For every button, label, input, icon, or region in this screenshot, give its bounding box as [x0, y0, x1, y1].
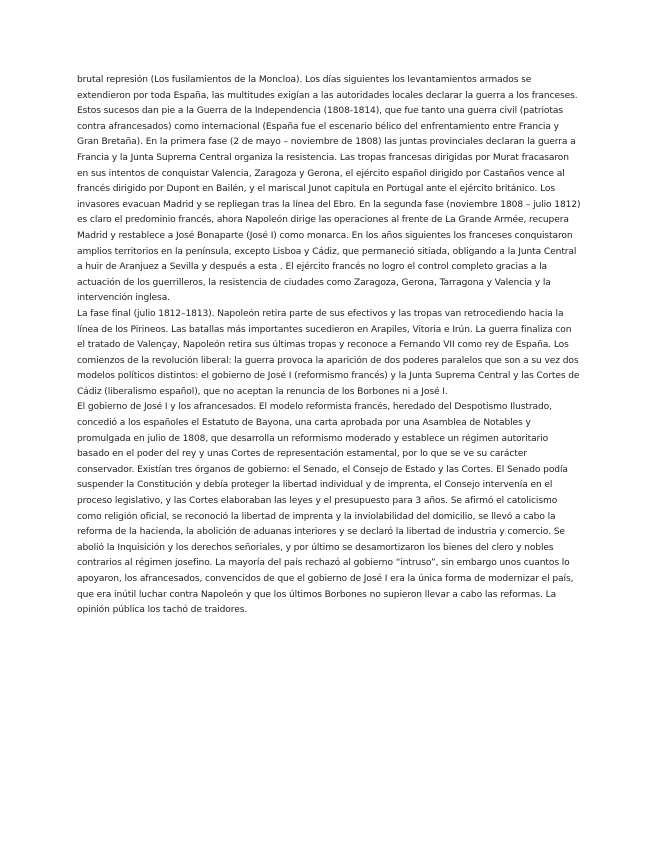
paragraph-guerra-independencia: brutal represión (Los fusilamientos de la Moncloa). Los días siguientes los levantamientos armados se extendieron por toda España, las multitudes exigían a las autoridades locales declarar la guerra a los franceses. Estos sucesos dan pie a la Guerra de la Independencia (1808-1814), que fue tanto una guerra civil (patriotas contra afrancesados) como internacional (España fue el escenario bélico del enfrentamiento entre Francia y Gran Bretaña). En la primera fase (2 de mayo – noviembre de 1808) las juntas provinciales declaran la guerra a Francia y la Junta Suprema Central organiza la resistencia. Las tropas francesas dirigidas por Murat fracasaron en sus intentos de conquistar Valencia, Zaragoza y Gerona, el ejército español dirigido por Castaños vence al francés dirigido por Dupont en Bailén, y el mariscal Junot capitula en Portugal ante el ejército británico. Los invasores evacuan Madrid y se repliegan tras la línea del Ebro. En la segunda fase (noviembre 1808 – julio 1812) es claro el predominio francés, ahora Napoleón dirige las operaciones al frente de La Grande Armée, recupera Madrid y restablece a José Bonaparte (José I) como monarca. En los años siguientes los franceses conquistaron amplios territorios en la península, excepto Lisboa y Cádiz, que permaneció sitiada, obligando a la Junta Central a huir de Aranjuez a Sevilla y después a esta . El ejército francés no logro el control completo gracias a la actuación de los guerrilleros, la resistencia de ciudades como Zaragoza, Gerona, Tarragona y Valencia y la intervención inglesa.	[77, 75, 581, 304]
document-body	[77, 73, 582, 619]
paragraph-gobierno-jose-i: El gobierno de José I y los afrancesados. El modelo reformista francés, heredado del Despotismo Ilustrado, concedió a los españoles el Estatuto de Bayona, una carta aprobada por una Asamblea de Notables y promulgada en julio de 1808, que desarrolla un reformismo moderado y establece un régimen autoritario basado en el poder del rey y unas Cortes de representación estamental, por lo que se ve su carácter conservador. Existían tres órganos de gobierno: el Senado, el Consejo de Estado y las Cortes. El Senado podía suspender la Constitución y debía proteger la libertad individual y de imprenta, el Consejo intervenía en el proceso legislativo, y las Cortes elaboraban las leyes y el presupuesto para 3 años. Se afirmó el catolicismo como religión oficial, se reconoció la libertad de imprenta y la inviolabilidad del domicilio, se llevó a cabo la reforma de la hacienda, la abolición de aduanas interiores y se declaró la libertad de industria y comercio. Se abolió la Inquisición y los derechos señoriales, y por último se desamortizaron los bienes del clero y nobles contrarios al régimen josefino. La mayoría del país rechazó al gobierno “intruso”, sin embargo unos cuantos lo apoyaron, los afrancesados, convencidos de que el gobierno de José I era la única forma de modernizar el país, que era inútil luchar contra Napoleón y que los últimos Borbones no supieron llevar a cabo las reformas. La opinión pública los tachó de traidores.	[77, 402, 574, 616]
paragraph-fase-final: La fase final (julio 1812–1813). Napoleón retira parte de sus efectivos y las tropas van retrocediendo hacia la línea de los Pirineos. Las batallas más importantes sucedieron en Arapiles, Vitoria e Irún. La guerra finaliza con el tratado de Valençay, Napoleón retira sus últimas tropas y reconoce a Fernando VII como rey de España. Los comienzos de la revolución liberal: la guerra provoca la aparición de dos poderes paralelos que son a su vez dos modelos políticos distintos: el gobierno de José I (reformismo francés) y la Junta Suprema Central y las Cortes de Cádiz (liberalismo español), que no aceptan la renuncia de los Borbones ni a José I.	[77, 308, 580, 397]
